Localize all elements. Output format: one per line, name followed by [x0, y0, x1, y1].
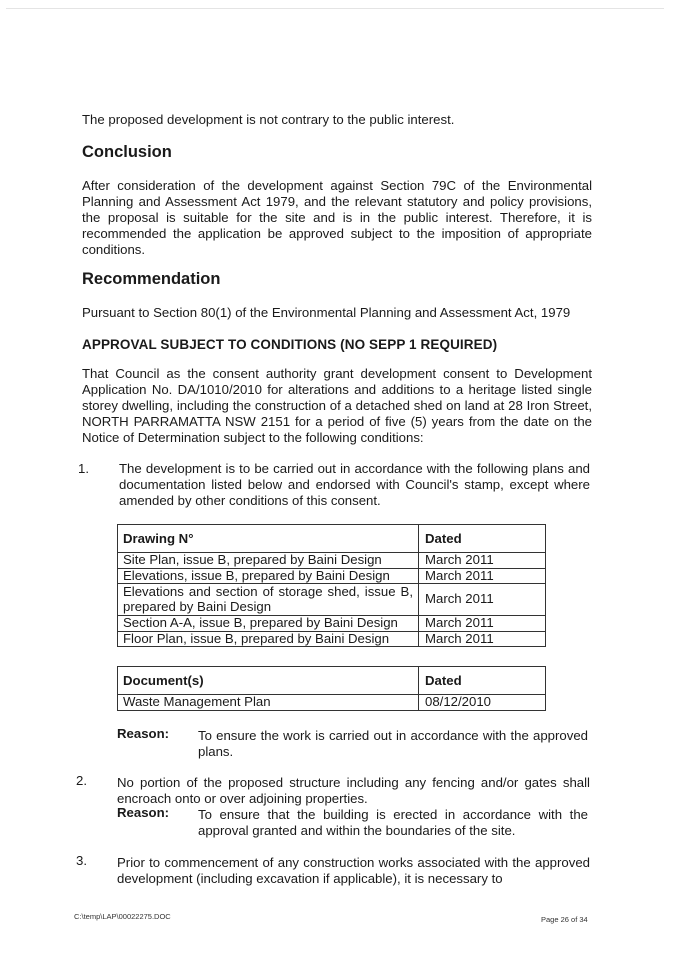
table-row — [118, 631, 546, 647]
table-cell: March 2011 — [419, 584, 546, 616]
condition-number: 3. — [76, 853, 87, 868]
table-header-row — [118, 667, 546, 695]
table-row — [118, 616, 546, 632]
condition-text: Prior to commencement of any construction works associated with the approved development (including excavation if applicable), it is necessary to — [117, 855, 590, 886]
condition-number: 1. — [78, 461, 89, 476]
conclusion-paragraph: After consideration of the development against Section 79C of the Environmental Planning and Assessment Act 1979, and the relevant statutory and policy provisions, the proposal is suitable for the site and is in the public interest. Therefore, it is recommended the application be approved subject to the imposition of appropriate conditions. — [82, 178, 592, 257]
table-row — [118, 695, 546, 711]
table-cell: Elevations, issue B, prepared by Baini Design — [118, 568, 419, 584]
table-header: Document(s) — [118, 667, 419, 695]
page-edge-line — [6, 8, 664, 9]
table-cell: Elevations and section of storage shed, issue B, prepared by Baini Design — [118, 584, 419, 616]
table-cell: Section A-A, issue B, prepared by Baini Design — [118, 616, 419, 632]
table-row — [118, 553, 546, 569]
table-cell: March 2011 — [419, 616, 546, 632]
reason-label: Reason: — [117, 726, 170, 741]
drawings-table — [117, 524, 546, 647]
approval-heading: APPROVAL SUBJECT TO CONDITIONS (NO SEPP 1 REQUIRED) — [82, 337, 498, 352]
footer-page-number: Page 26 of 34 — [541, 915, 588, 924]
table-cell: March 2011 — [419, 568, 546, 584]
council-paragraph: That Council as the consent authority grant development consent to Development Application No. DA/1010/2010 for alterations and additions to a heritage listed single storey dwelling, including the construction of a detached shed on land at 28 Iron Street, NORTH PARRAMATTA NSW 2151 for a period of five (5) years from the date on the Notice of Determination subject to the following conditions: — [82, 366, 592, 445]
recommendation-heading: Recommendation — [82, 270, 221, 288]
reason-text: To ensure the work is carried out in accordance with the approved plans. — [198, 728, 588, 759]
table-header-row — [118, 525, 546, 553]
table-header: Dated — [419, 667, 546, 695]
table-cell: March 2011 — [419, 553, 546, 569]
intro-paragraph: The proposed development is not contrary to the public interest. — [82, 112, 455, 127]
table-cell: Site Plan, issue B, prepared by Baini Design — [118, 553, 419, 569]
table-header: Dated — [419, 525, 546, 553]
table-row — [118, 568, 546, 584]
pursuant-paragraph: Pursuant to Section 80(1) of the Environmental Planning and Assessment Act, 1979 — [82, 305, 571, 320]
condition-text: The development is to be carried out in accordance with the following plans and documentation listed below and endorsed with Council's stamp, except where amended by other conditions of this consent. — [119, 461, 590, 508]
reason-text: To ensure that the building is erected in accordance with the approval granted and within the boundaries of the site. — [198, 807, 588, 838]
table-row — [118, 584, 546, 616]
condition-number: 2. — [76, 773, 87, 788]
footer-file-path: C:\temp\LAP\00022275.DOC — [74, 912, 171, 921]
table-cell: Floor Plan, issue B, prepared by Baini Design — [118, 631, 419, 647]
conclusion-heading: Conclusion — [82, 143, 172, 161]
documents-table — [117, 666, 546, 711]
table-header: Drawing N° — [118, 525, 419, 553]
condition-text: No portion of the proposed structure including any fencing and/or gates shall encroach onto or over adjoining properties. — [117, 775, 590, 806]
reason-label: Reason: — [117, 805, 170, 820]
table-cell: 08/12/2010 — [419, 695, 546, 711]
table-cell: March 2011 — [419, 631, 546, 647]
table-cell: Waste Management Plan — [118, 695, 419, 711]
